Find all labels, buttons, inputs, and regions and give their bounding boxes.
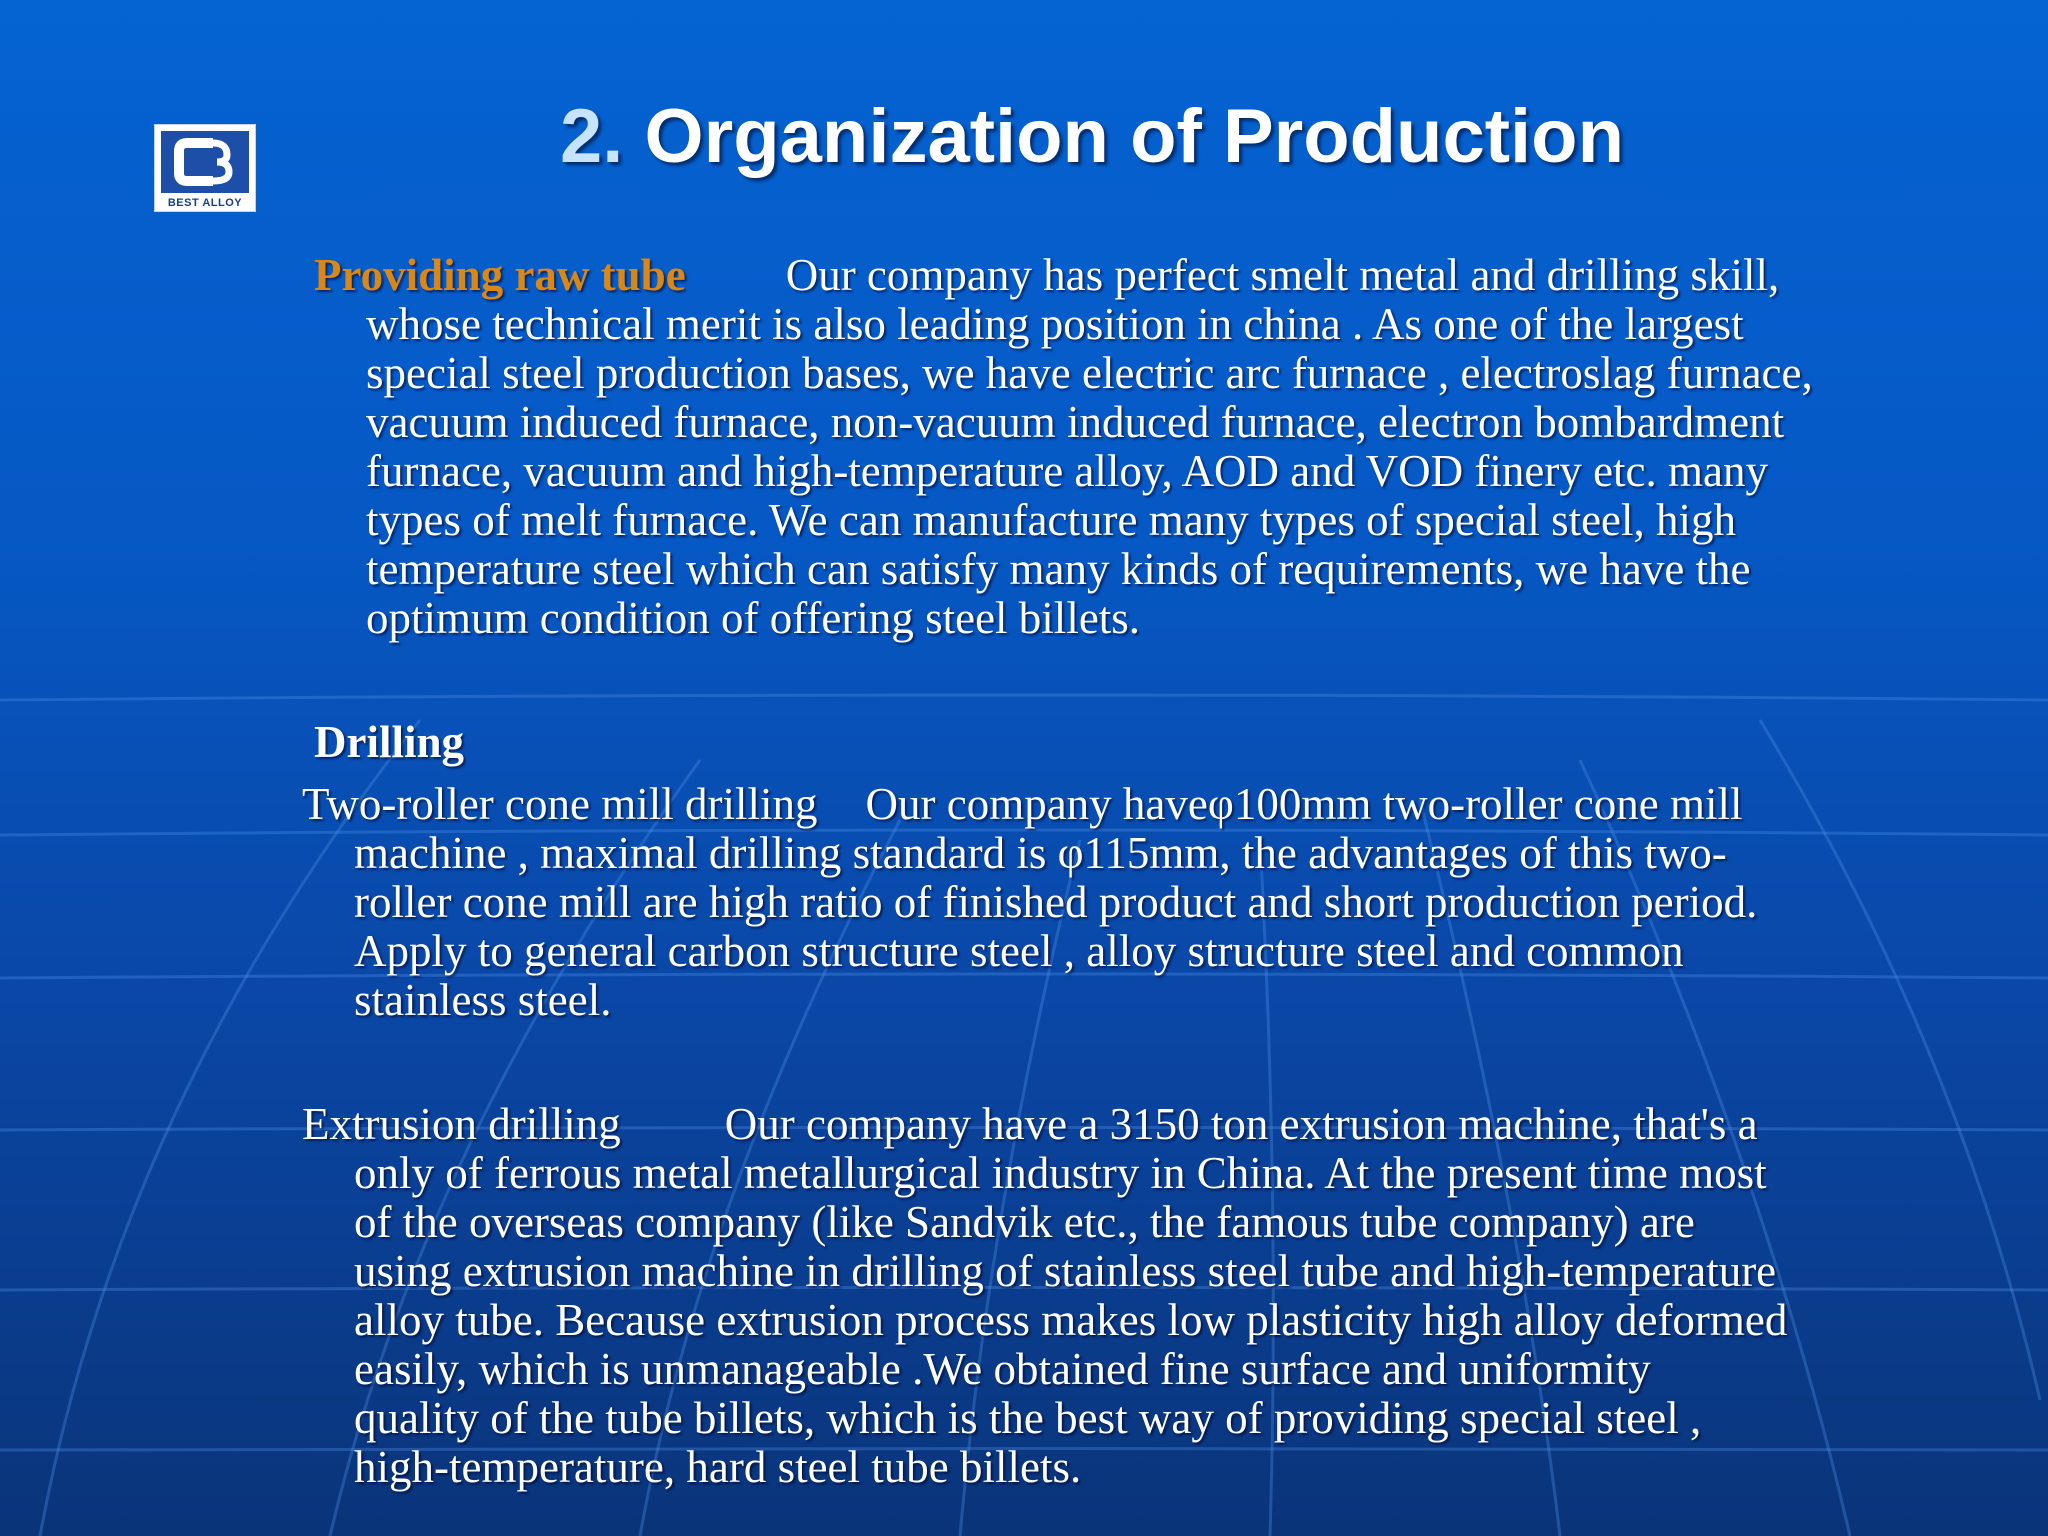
drilling-heading: Drilling (314, 717, 465, 767)
paragraph-line: furnace, vacuum and high-temperature alloy, AOD and VOD finery etc. many (366, 446, 1769, 496)
two-roller-intro: Our company haveφ100mm two-roller cone mill (865, 779, 1743, 829)
page-title (560, 92, 1760, 182)
paragraph-line: easily, which is unmanageable .We obtained fine surface and uniformity (354, 1344, 1651, 1394)
extrusion-intro: Our company have a 3150 ton extrusion machine, that's a (724, 1099, 1758, 1149)
title-number: 2. (560, 94, 624, 179)
two-roller-label: Two-roller cone mill drilling (302, 779, 818, 829)
extrusion-first-line (302, 1100, 2022, 1149)
two-roller-paragraph (302, 780, 2022, 1025)
logo-caption: BEST ALLOY (167, 197, 243, 209)
paragraph-line: alloy tube. Because extrusion process makes low plasticity high alloy deformed (354, 1295, 1788, 1345)
paragraph-line: Apply to general carbon structure steel , alloy structure steel and common (354, 926, 1684, 976)
paragraph-line: machine , maximal drilling standard is φ115mm, the advantages of this two- (354, 828, 1727, 878)
paragraph-line: stainless steel. (354, 975, 612, 1025)
paragraph-line: whose technical merit is also leading position in china . As one of the largest (366, 299, 1744, 349)
paragraph-line: only of ferrous metal metallurgical industry in China. At the present time most (354, 1148, 1767, 1198)
paragraph-line: optimum condition of offering steel billets. (366, 593, 1141, 643)
title-text: Organization of Production (644, 94, 1625, 179)
paragraph-line: of the overseas company (like Sandvik etc., the famous tube company) are (354, 1197, 1695, 1247)
raw-tube-paragraph (314, 251, 2034, 643)
extrusion-label: Extrusion drilling (302, 1099, 621, 1149)
paragraph-line: quality of the tube billets, which is the best way of providing special steel , (354, 1393, 1702, 1443)
extrusion-paragraph (302, 1100, 2022, 1492)
two-roller-first-line (302, 780, 2022, 829)
company-logo (154, 124, 256, 212)
raw-tube-first-line (314, 251, 2034, 300)
paragraph-line: roller cone mill are high ratio of finished product and short production period. (354, 877, 1758, 927)
raw-tube-heading: Providing raw tube (314, 250, 686, 300)
paragraph-line: temperature steel which can satisfy many kinds of requirements, we have the (366, 544, 1751, 594)
paragraph-line: vacuum induced furnace, non-vacuum induced furnace, electron bombardment (366, 397, 1785, 447)
logo-mark-icon (155, 125, 255, 195)
paragraph-line: high-temperature, hard steel tube billets. (354, 1442, 1082, 1492)
paragraph-line: using extrusion machine in drilling of stainless steel tube and high-temperature (354, 1246, 1777, 1296)
drilling-section (314, 718, 2034, 767)
raw-tube-intro: Our company has perfect smelt metal and drilling skill, (785, 250, 1780, 300)
paragraph-line: special steel production bases, we have electric arc furnace , electroslag furnace, (366, 348, 1813, 398)
paragraph-line: types of melt furnace. We can manufacture many types of special steel, high (366, 495, 1737, 545)
